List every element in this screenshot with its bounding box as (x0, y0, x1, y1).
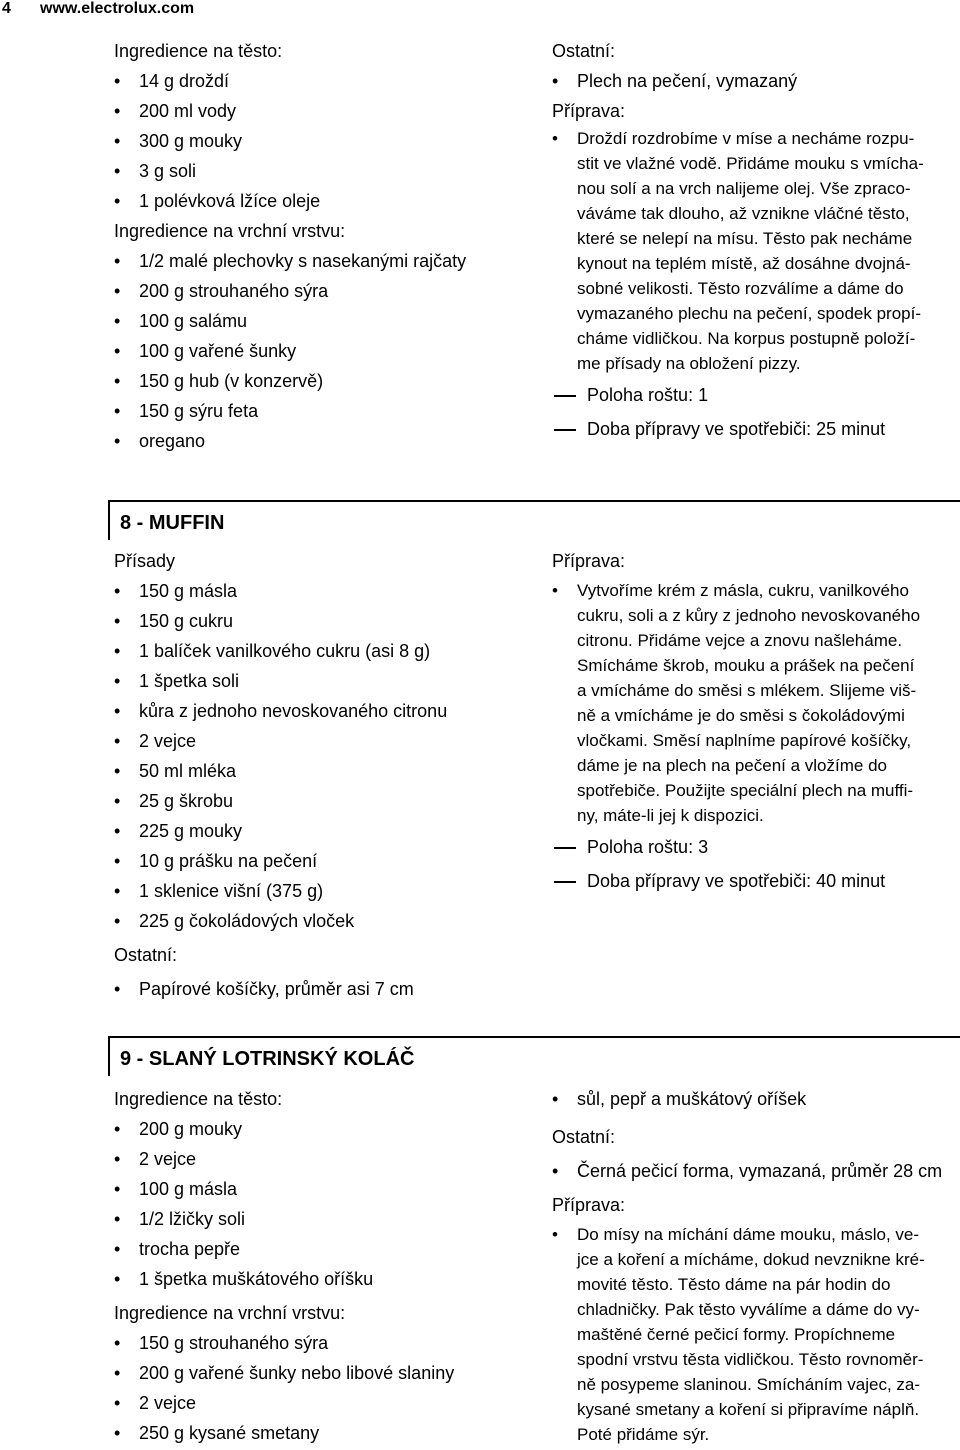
prep-line: Smícháme škrob, mouku a prášek na pečení (577, 656, 915, 675)
list-item: • 14 g droždí (114, 66, 466, 96)
heading-ingredients: Přísady (114, 551, 176, 571)
other-list (552, 1156, 942, 1186)
prep-line: spodní vrstvu těsta vidličkou. Těsto rovnoměr- (577, 1350, 924, 1369)
list-item: • 2 vejce (114, 726, 447, 756)
list-item: • 150 g hub (v konzervě) (114, 366, 466, 396)
list-item: • Papírové košíčky, průměr asi 7 cm (114, 974, 447, 1004)
list-item: • 1/2 malé plechovky s nasekanými rajčaty (114, 246, 466, 276)
list-item: • 2 vejce (114, 1388, 454, 1418)
list-item: • 100 g másla (114, 1174, 454, 1204)
prep-line: spotřebiče. Použijte speciální plech na muffi- (577, 781, 914, 800)
heading-other: Ostatní: (552, 41, 616, 61)
prep-line: movité těsto. Těsto dáme na pár hodin do (577, 1275, 891, 1294)
prep-line: cháme vidličkou. Na korpus postupně položí- (577, 329, 916, 348)
list-item: • 3 g soli (114, 156, 466, 186)
list-item: • 100 g vařené šunky (114, 336, 466, 366)
list-item: • 1 špetka muškátového oříšku (114, 1264, 454, 1294)
list-item: • 1 polévková lžíce oleje (114, 186, 466, 216)
heading-topping: Ingredience na vrchní vrstvu: (114, 221, 346, 241)
dash-item: Doba přípravy ve spotřebiči: 25 minut (552, 414, 924, 444)
prep-line: ny, máte-li jej k dispozici. (577, 806, 764, 825)
list-item: • 200 ml vody (114, 96, 466, 126)
muffin-left-column (114, 546, 447, 1004)
quiche-right-column (552, 1084, 942, 1447)
prep-line: váváme tak dlouho, až vznikne vláčné těsto, (577, 204, 910, 223)
prep-line: vymazaného plechu na pečení, spodek propí- (577, 304, 922, 323)
list-item: • 250 g kysané smetany (114, 1418, 454, 1448)
list-item: • 1 balíček vanilkového cukru (asi 8 g) (114, 636, 447, 666)
list-item: • 2 vejce (114, 1144, 454, 1174)
list-item: • oregano (114, 426, 466, 456)
list-item: • 300 g mouky (114, 126, 466, 156)
prep-line: cukru, soli a z kůry z jednoho nevoskovaného (577, 606, 921, 625)
list-item: • 1 špetka soli (114, 666, 447, 696)
list-item: • 1/2 lžičky soli (114, 1204, 454, 1234)
pizza-left-column (114, 36, 466, 456)
muffin-right-column (552, 546, 920, 896)
prep-paragraph (552, 578, 920, 828)
section-quiche (108, 1036, 960, 1076)
topping-list (114, 1328, 454, 1448)
dash-list (552, 832, 920, 896)
prep-line: dáme je na plech na pečení a vložíme do (577, 756, 887, 775)
list-item: • 150 g sýru feta (114, 396, 466, 426)
prep-line: vločkami. Směsí naplníme papírové košíčky, (577, 731, 912, 750)
list-item: • 200 g vařené šunky nebo libové slaniny (114, 1358, 454, 1388)
list-item: • 50 ml mléka (114, 756, 447, 786)
dash-item: Poloha roštu: 3 (552, 832, 920, 862)
pizza-right-column (552, 36, 924, 444)
prep-line: Poté přidáme sýr. (577, 1425, 710, 1444)
prep-line: a vmícháme do směsi s mlékem. Slijeme viš- (577, 681, 917, 700)
prep-line: ně posypeme slaninou. Smícháním vajec, za- (577, 1375, 921, 1394)
prep-line: ně a vmícháme je do směsi s čokoládovými (577, 706, 905, 725)
prep-line: • Do mísy na míchání dáme mouku, máslo, ve- (577, 1225, 920, 1244)
section-title: 9 - SLANÝ LOTRINSKÝ KOLÁČ (120, 1048, 415, 1070)
site-url: www.electrolux.com (40, 0, 195, 17)
section-divider-left (108, 1036, 110, 1076)
prep-line: kynout na teplém místě, až dosáhne dvojná- (577, 254, 911, 273)
topping-list (114, 246, 466, 456)
heading-prep: Příprava: (552, 101, 626, 121)
prep-line: citronu. Přidáme vejce a znovu našleháme. (577, 631, 903, 650)
section-divider (108, 1036, 960, 1038)
heading-dough: Ingredience na těsto: (114, 41, 283, 61)
list-item: • 200 g strouhaného sýra (114, 276, 466, 306)
ingredients-list (114, 576, 447, 936)
list-item: • 25 g škrobu (114, 786, 447, 816)
prep-line: sobné velikosti. Těsto rozválíme a dáme do (577, 279, 904, 298)
dough-list (114, 1114, 454, 1294)
list-item: • kůra z jednoho nevoskovaného citronu (114, 696, 447, 726)
section-title: 8 - MUFFIN (120, 512, 225, 534)
section-divider-left (108, 500, 110, 540)
prep-line: • Droždí rozdrobíme v míse a necháme rozpu- (577, 129, 915, 148)
list-item: • 225 g čokoládových vloček (114, 906, 447, 936)
prep-line: me přísady na obložení pizzy. (577, 354, 801, 373)
list-item: • 10 g prášku na pečení (114, 846, 447, 876)
list-item: • Černá pečicí forma, vymazaná, průměr 28 cm (552, 1156, 942, 1186)
section-divider (108, 500, 960, 502)
heading-other: Ostatní: (114, 945, 178, 965)
heading-prep: Příprava: (552, 1195, 626, 1215)
quiche-left-column (114, 1084, 454, 1448)
list-item: • Plech na pečení, vymazaný (552, 66, 924, 96)
prep-paragraph (552, 1222, 942, 1447)
prep-line: nou solí a na vrch nalijeme olej. Vše zpraco- (577, 179, 911, 198)
prep-line: kysané smetany a koření si připravíme náplň. (577, 1400, 920, 1419)
list-item: • 1 sklenice višní (375 g) (114, 876, 447, 906)
dough-list (114, 66, 466, 216)
prep-line: jce a koření a mícháme, dokud nevznikne kré- (577, 1250, 925, 1269)
dash-item: Poloha roštu: 1 (552, 380, 924, 410)
list-item: • sůl, pepř a muškátový oříšek (552, 1084, 942, 1114)
list-item: • 150 g másla (114, 576, 447, 606)
dash-item: Doba přípravy ve spotřebiči: 40 minut (552, 866, 920, 896)
list-item: • 225 g mouky (114, 816, 447, 846)
list-item: • 200 g mouky (114, 1114, 454, 1144)
page-number: 4 (2, 0, 11, 17)
list-item: • 150 g strouhaného sýra (114, 1328, 454, 1358)
prep-line: maštěné černé pečicí formy. Propíchneme (577, 1325, 896, 1344)
prep-line: stit ve vlažné vodě. Přidáme mouku s vmícha- (577, 154, 924, 173)
prep-line: • Vytvoříme krém z másla, cukru, vanilkového (577, 581, 909, 600)
list-item: • trocha pepře (114, 1234, 454, 1264)
prep-paragraph (552, 126, 924, 376)
prep-line: které se nelepí na mísu. Těsto pak necháme (577, 229, 913, 248)
heading-other: Ostatní: (552, 1127, 616, 1147)
list-item: • 150 g cukru (114, 606, 447, 636)
continued-list (552, 1084, 942, 1114)
dash-list (552, 380, 924, 444)
other-list (552, 66, 924, 96)
list-item: • 100 g salámu (114, 306, 466, 336)
other-list (114, 974, 447, 1004)
heading-prep: Příprava: (552, 551, 626, 571)
heading-topping: Ingredience na vrchní vrstvu: (114, 1303, 346, 1323)
heading-dough: Ingredience na těsto: (114, 1089, 283, 1109)
prep-line: chladničky. Pak těsto vyválíme a dáme do vy- (577, 1300, 920, 1319)
